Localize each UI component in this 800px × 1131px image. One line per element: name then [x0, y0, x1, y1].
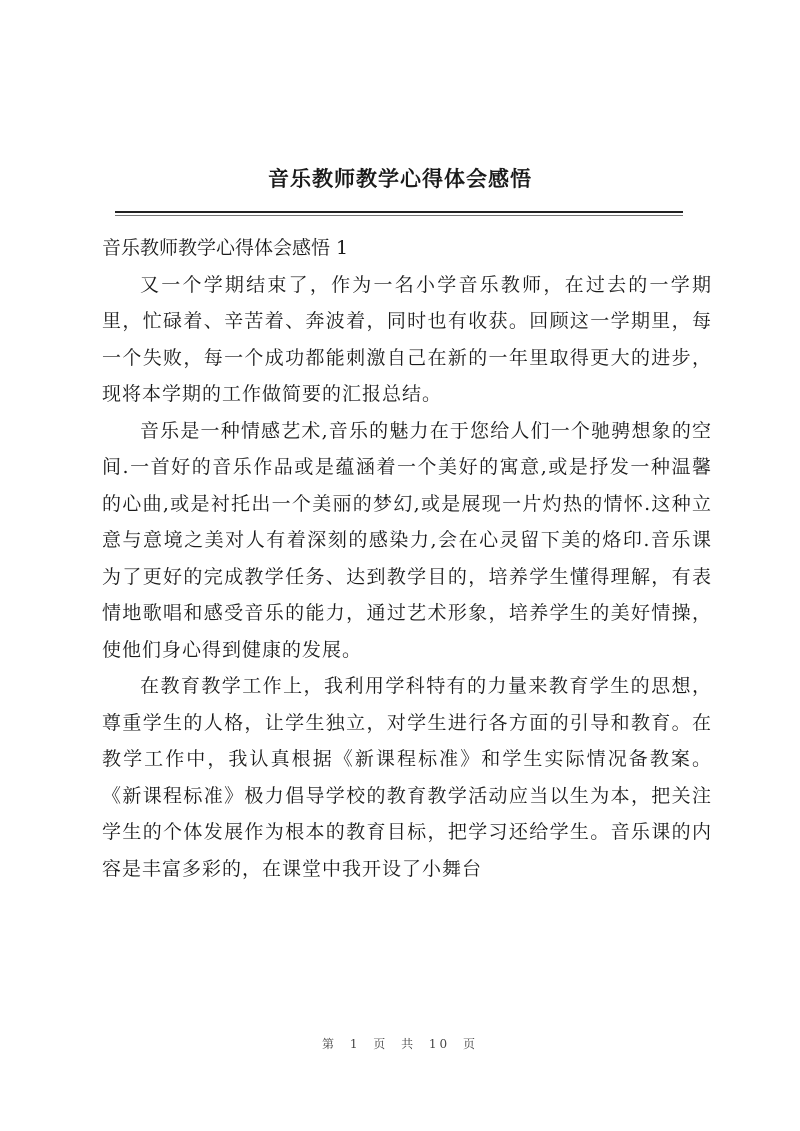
paragraph-3: 在教育教学工作上，我利用学科特有的力量来教育学生的思想，尊重学生的人格，让学生独立，对学生进行各方面的引导和教育。在教学工作中，我认真根据《新课程标准》和学生实际情况备教案。《新课程标准》极力倡导学校的教育教学活动应当以生为本，把关注学生的个体发展作为根本的教育目标，把学习还给学生。音乐课的内容是丰富多彩的，在课堂中我开设了小舞台: [102, 675, 712, 880]
title-rule-thin: [115, 215, 683, 216]
document-body: [102, 230, 712, 887]
page-footer: 第 1 页 共 10 页: [322, 1037, 478, 1051]
paragraph-1: 又一个学期结束了，作为一名小学音乐教师，在过去的一学期里，忙碌着、辛苦着、奔波着，同时也有收获。回顾这一学期里，每一个失败，每一个成功都能刺激自己在新的一年里取得更大的进步，现将本学期的工作做简要的汇报总结。: [102, 273, 712, 405]
title-rule-thick: [115, 211, 683, 213]
section-heading: 音乐教师教学心得体会感悟 1: [102, 237, 349, 259]
document-title: 音乐教师教学心得体会感悟: [268, 166, 532, 191]
paragraph-2: 音乐是一种情感艺术,音乐的魅力在于您给人们一个驰骋想象的空间.一首好的音乐作品或是蕴涵着一个美好的寓意,或是抒发一种温馨的心曲,或是衬托出一个美丽的梦幻,或是展现一片灼热的情怀.这种立意与意境之美对人有着深刻的感染力,会在心灵留下美的烙印.音乐课为了更好的完成教学任务、达到教学目的，培养学生懂得理解，有表情地歌唱和感受音乐的能力，通过艺术形象，培养学生的美好情操，使他们身心得到健康的发展。: [102, 419, 712, 661]
